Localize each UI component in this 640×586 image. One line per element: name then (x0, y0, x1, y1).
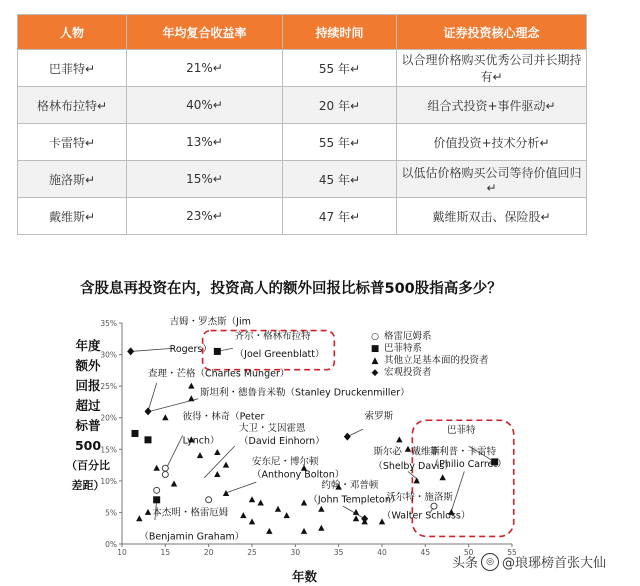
point-annotation: 菲利普・卡雷特 (429, 446, 497, 458)
y-tick-label: 20% (100, 413, 117, 423)
annotation-leader-line (451, 471, 464, 511)
data-point-fundamental (275, 506, 281, 512)
data-point-fundamental (283, 512, 289, 518)
y-tick-label: 0% (105, 540, 117, 549)
data-point-macro (145, 407, 152, 415)
point-annotation: （Joel Greenblatt） (234, 349, 325, 361)
header-duration: 持续时间 (283, 15, 397, 50)
legend-label: 巴菲特系 (384, 343, 423, 354)
y-label-line: 额外 (75, 358, 101, 373)
triangle-icon: ▲ (371, 356, 379, 366)
table-cell: 格林布拉特↵ (18, 87, 127, 124)
table-cell: 55 年↵ (283, 50, 397, 87)
data-point-macro (127, 347, 134, 355)
legend-label: 其他立足基本面的投资者 (384, 355, 489, 366)
y-label-line: 年度 (75, 338, 101, 353)
annotation-leader-line (167, 435, 183, 467)
point-annotation: （David Einhorn） (239, 436, 325, 448)
y-label-line: 超过 (75, 398, 101, 413)
data-point-graham (162, 465, 168, 471)
data-point-fundamental (214, 449, 220, 455)
x-axis-label: 年数 (292, 569, 318, 584)
data-point-fundamental (223, 490, 229, 496)
y-tick-label: 15% (100, 445, 117, 455)
point-annotation: （Benjamin Graham） (139, 531, 245, 543)
y-label-line: 差距） (71, 479, 105, 492)
data-point-fundamental (223, 462, 229, 468)
y-tick-label: 5% (105, 508, 117, 518)
legend-label: 宏观投资者 (384, 367, 432, 378)
data-point-macro (361, 515, 368, 523)
table-cell: 55 年↵ (283, 124, 397, 161)
y-tick-label: 10% (100, 476, 117, 486)
legend-item (370, 367, 489, 379)
table-cell: 以低估价格购买公司等待价值回归↵ (397, 161, 587, 198)
table-cell: 价值投资+技术分析↵ (397, 124, 587, 161)
data-point-fundamental (249, 518, 255, 524)
data-point-buffett (132, 430, 139, 437)
point-annotation: （Anthony Bolton） (252, 469, 345, 481)
data-point-fundamental (301, 528, 307, 534)
data-point-fundamental (188, 383, 194, 389)
y-tick-label: 30% (100, 350, 117, 360)
annotation-leader-line (226, 482, 256, 493)
point-annotation: 约翰・邓普顿 (321, 479, 379, 491)
square-icon: ■ (370, 344, 380, 354)
x-tick-label: 30 (290, 548, 301, 557)
table-cell: 组合式投资+事件驱动↵ (397, 87, 587, 124)
point-annotation: 巴菲特 (447, 424, 476, 436)
data-point-fundamental (439, 474, 445, 480)
data-point-fundamental (162, 414, 168, 420)
point-annotation: 大卫・艾因霍恩 (239, 422, 306, 434)
header-philosophy: 证券投资核心理念 (397, 15, 587, 50)
x-tick-label: 15 (160, 548, 171, 557)
x-tick-label: 40 (377, 548, 387, 557)
chart-title: 含股息再投资在内，投资高人的额外回报比标普500股指高多少？ (80, 281, 502, 297)
table-cell: 47 年↵ (283, 198, 397, 235)
data-point-fundamental (249, 496, 255, 502)
x-tick-label: 55 (507, 548, 517, 557)
data-point-fundamental (413, 477, 419, 483)
data-point-fundamental (153, 465, 159, 471)
point-annotation: （John Templeton） (308, 494, 401, 506)
annotation-leader-line (131, 348, 174, 351)
point-annotation: Rogers） (169, 344, 212, 356)
data-point-fundamental (257, 499, 263, 505)
x-tick-label: 50 (463, 548, 474, 557)
data-point-fundamental (396, 436, 402, 442)
y-tick-label: 25% (100, 382, 117, 392)
table-cell: 巴菲特↵ (18, 50, 127, 87)
data-point-fundamental (171, 481, 177, 487)
data-point-buffett (145, 436, 152, 443)
data-point-buffett (153, 496, 160, 503)
table-cell: 戴维斯↵ (18, 198, 127, 235)
table-cell: 23%↵ (127, 198, 283, 235)
annotation-leader-line (148, 383, 157, 411)
data-point-fundamental (240, 512, 246, 518)
x-tick-label: 35 (333, 548, 344, 557)
table-cell: 15%↵ (127, 161, 283, 198)
data-point-macro (344, 433, 351, 441)
y-label-line: （百分比 (66, 459, 110, 472)
data-point-fundamental (188, 395, 194, 401)
legend-item (370, 343, 489, 355)
data-point-fundamental (145, 509, 151, 515)
watermark (452, 552, 606, 571)
table-cell: 戴维斯双击、保险股↵ (397, 198, 587, 235)
data-point-graham (431, 503, 437, 509)
data-point-fundamental (318, 525, 324, 531)
table-cell: 40%↵ (127, 87, 283, 124)
point-annotation: 斯坦利・德鲁肯米勒（Stanley Druckenmiller） (200, 387, 410, 399)
table-cell: 卡雷特↵ (18, 124, 127, 161)
data-point-graham (162, 472, 168, 478)
point-annotation: 索罗斯 (364, 410, 394, 422)
point-annotation: 沃尔特・施洛斯 (386, 491, 453, 503)
x-tick-label: 25 (247, 548, 257, 557)
table-cell: 施洛斯↵ (18, 161, 127, 198)
data-point-buffett (214, 348, 221, 355)
data-point-fundamental (214, 471, 220, 477)
table-cell: 21%↵ (127, 50, 283, 87)
point-annotation: 齐尔・格林布拉特 (234, 330, 311, 342)
circle-open-icon: ○ (371, 332, 379, 342)
data-point-fundamental (197, 452, 203, 458)
point-annotation: 查理・芒格（Charles Munger） (148, 368, 290, 380)
annotation-leader-line (343, 506, 365, 519)
point-annotation: 斯尔必・戴维斯 (373, 446, 440, 458)
y-label-line: 标普 (75, 418, 101, 433)
point-annotation: 吉姆・罗杰斯（Jim (169, 316, 251, 328)
data-point-fundamental (301, 499, 307, 505)
y-label-line: 回报 (75, 378, 101, 393)
header-cagr: 年均复合收益率 (127, 15, 283, 50)
logo-icon: ◎ (481, 553, 499, 571)
annotation-leader-line (204, 446, 234, 478)
x-tick-label: 10 (117, 548, 127, 557)
watermark-brand: 头条 (452, 556, 479, 571)
point-annotation: 彼得・林奇（Peter (182, 411, 265, 423)
point-annotation: （Walter Schloss） (382, 510, 471, 522)
legend-item (370, 355, 489, 367)
table-cell: 13%↵ (127, 124, 283, 161)
x-tick-label: 45 (420, 548, 431, 557)
point-annotation: Lynch） (182, 435, 220, 447)
legend-label: 格雷厄姆系 (384, 331, 432, 342)
point-annotation: （Philio Carret） (429, 458, 507, 470)
y-tick-label: 35% (100, 319, 117, 328)
data-point-graham (206, 497, 212, 503)
table-cell: 20 年↵ (283, 87, 397, 124)
x-tick-label: 20 (203, 548, 214, 557)
data-point-graham (154, 487, 160, 493)
table-cell: 以合理价格购买优秀公司并长期持有↵ (397, 50, 587, 87)
chart-legend (370, 331, 489, 379)
point-annotation: 安东尼・博尔顿 (252, 456, 319, 468)
point-annotation: 本杰明・格雷厄姆 (152, 507, 229, 519)
table-cell: 45 年↵ (283, 161, 397, 198)
data-point-fundamental (353, 515, 359, 521)
watermark-handle: @琅琊榜首张大仙 (502, 556, 607, 571)
header-person: 人物 (18, 15, 127, 50)
legend-item (370, 331, 489, 343)
data-point-fundamental (318, 506, 324, 512)
point-annotation: （Shelby Davis） (373, 460, 454, 472)
data-point-fundamental (136, 515, 142, 521)
y-label-line: 500 (74, 438, 102, 453)
diamond-icon: ◆ (371, 368, 379, 378)
data-point-fundamental (266, 528, 272, 534)
